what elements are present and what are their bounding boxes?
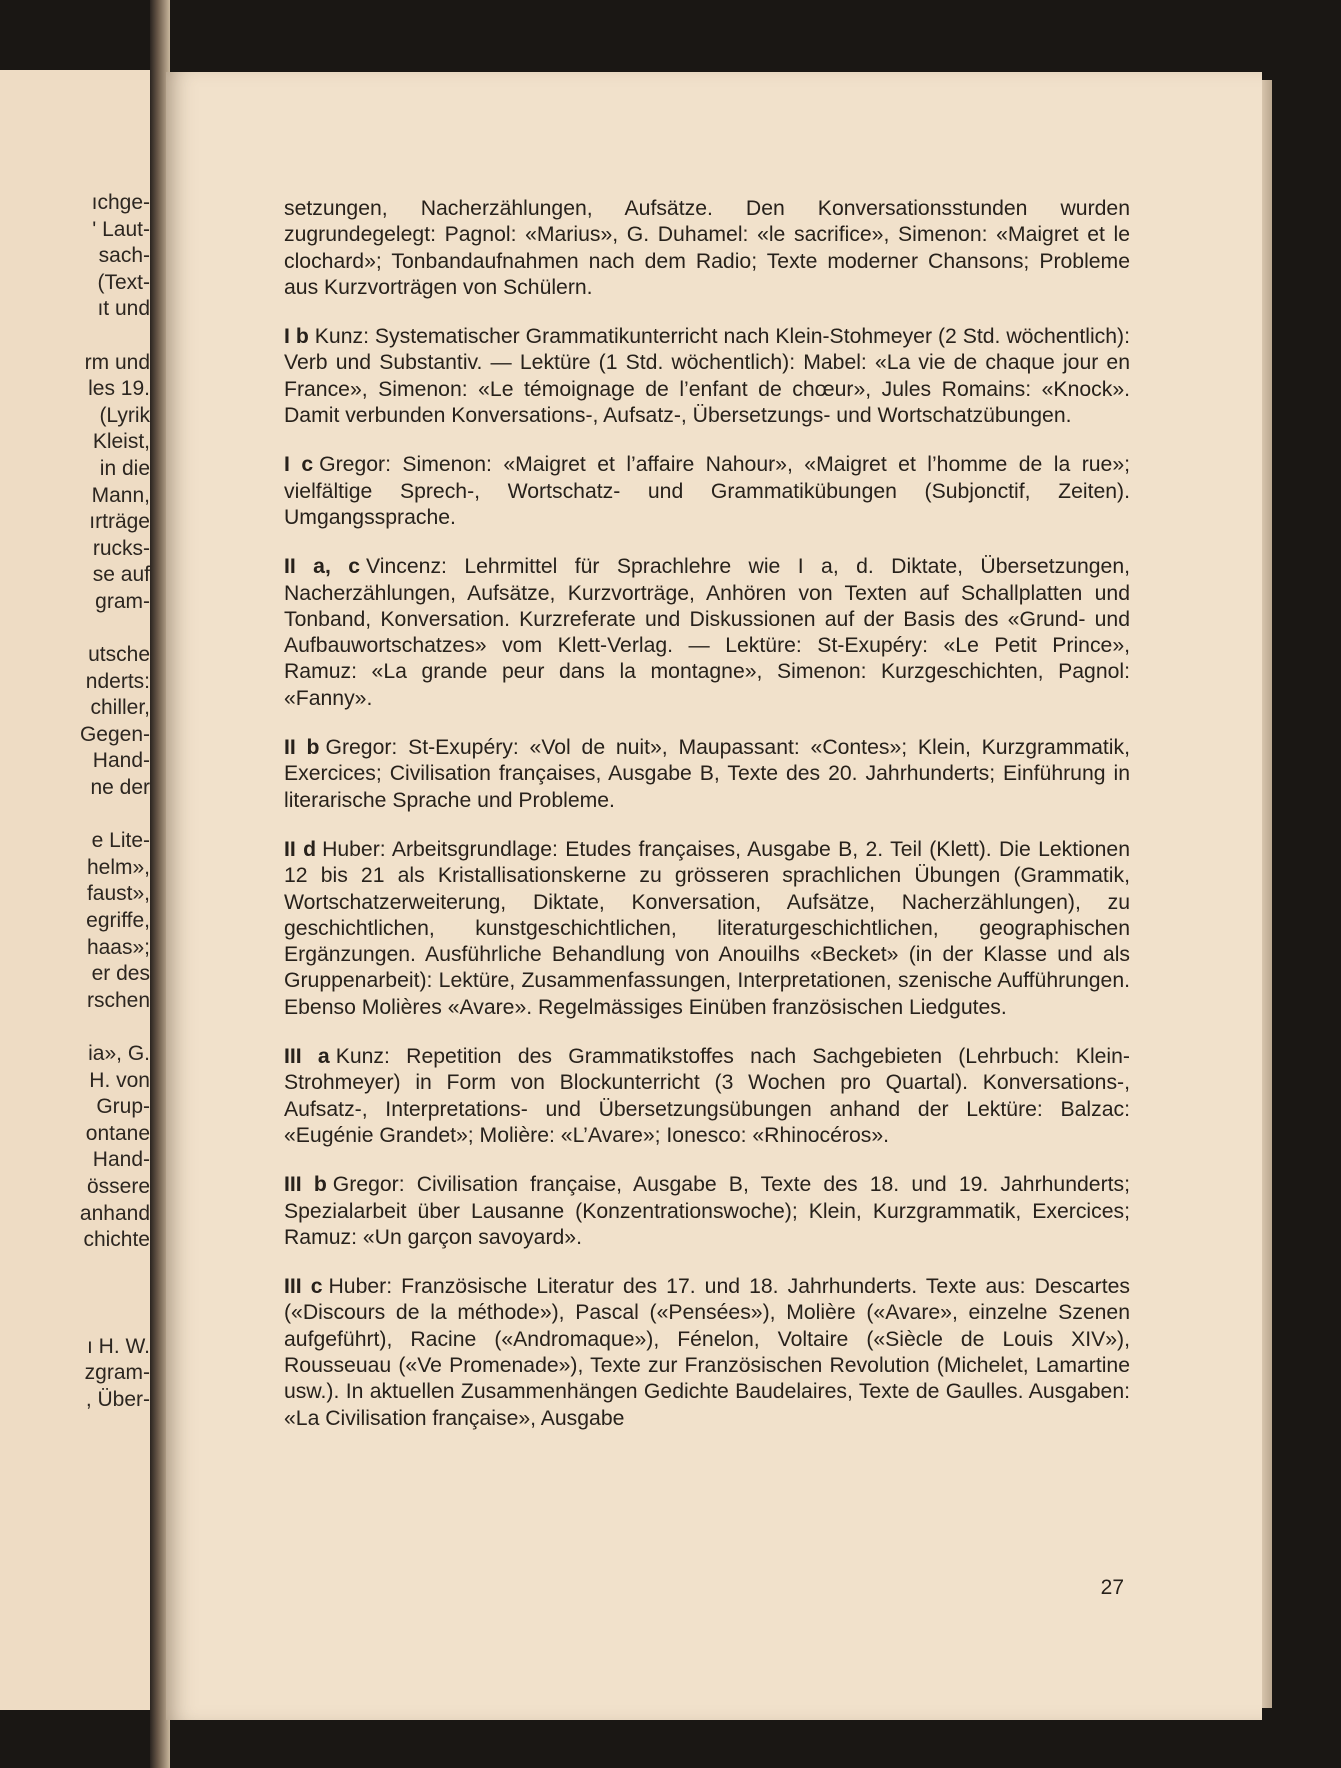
left-page-line: Hand- xyxy=(92,1148,150,1172)
left-page-line: össere xyxy=(86,1174,150,1198)
left-page-line: chichte xyxy=(83,1228,150,1252)
class-label: I b xyxy=(284,325,309,349)
left-page-line: nderts: xyxy=(85,669,150,693)
left-page-line: Grup- xyxy=(96,1095,150,1119)
left-page-line: ırträge xyxy=(89,510,150,534)
left-page-line: haas»; xyxy=(86,935,150,959)
left-page-line: rschen xyxy=(86,988,150,1012)
left-page-line: gram- xyxy=(95,589,150,613)
paragraph-text: setzungen, Nacherzählungen, Aufsätze. Den Konversationsstunden wurden zugrundegelegt: Pagnol: «Marius», G. Duhamel: «le sacrifice», Simenon: «Maigret et le clochard»; Tonbandaufnahmen nach dem Radio; Texte moderner Chansons; Probleme aus Kurzvorträgen von Schülern. xyxy=(284,197,1130,299)
left-page-line: H. von xyxy=(89,1068,150,1092)
left-page-line: chiller, xyxy=(90,696,150,720)
page-edge xyxy=(1262,80,1272,1708)
paragraph-iiia xyxy=(284,1044,1130,1149)
paragraph-text: Vincenz: Lehrmittel für Sprachlehre wie I a, d. Diktate, Übersetzungen, Nacherzählungen, Aufsätze, Kurzvorträge, Anhören von Texten auf Schallplatten und Tonband, Konversation. Kurzreferate und Diskussionen auf der Basis des «Grund- und Aufbauwortschatzes» vom Klett-Verlag. — Lektüre: St-Exupéry: «Le Petit Prince», Ramuz: «La grande peur dans la montagne», Simenon: Kurzgeschichten, Pagnol: «Fanny». xyxy=(284,555,1131,710)
left-page-line xyxy=(0,1280,150,1307)
paragraph-iia-c xyxy=(284,554,1130,712)
left-page-line: anhand xyxy=(79,1201,150,1225)
left-page-line: sach- xyxy=(98,244,150,268)
class-label: III b xyxy=(284,1173,327,1197)
left-page-line: rm und xyxy=(84,350,150,374)
left-page-line: se auf xyxy=(92,563,150,587)
class-label: III c xyxy=(284,1275,323,1299)
left-page-line: , Über- xyxy=(85,1387,150,1411)
left-page-line: Gegen- xyxy=(79,722,150,746)
paragraph-iiib xyxy=(284,1172,1130,1251)
left-page-line: faust», xyxy=(86,882,150,906)
left-page-line xyxy=(0,1254,150,1281)
left-page-line: er des xyxy=(91,962,150,986)
paragraph-iib xyxy=(284,735,1130,814)
paragraph-text: Huber: Arbeitsgrundlage: Etudes françaises, Ausgabe B, 2. Teil (Klett). Die Lektionen 12 bis 21 als Kristallisationskerne zu grösseren sprachlichen Übungen (Grammatik, Wortschatzerweiterung, Diktate, Konversation, Aufsätze, Nacherzählungen), zu geschichtlichen, kunstgeschichtlichen, literaturgeschichtlichen, geographischen Ergänzungen. Ausführliche Behandlung von Anouilhs «Becket» (in der Klasse und als Gruppenarbeit): Lektüre, Zusammenfassungen, Interpretationen, szenische Aufführungen. Ebenso Molières «Avare». Regelmässiges Einüben französischen Liedgutes. xyxy=(284,837,1131,1019)
paragraph-text: Kunz: Systematischer Grammatikunterricht nach Klein-Stohmeyer (2 Std. wöchentlich): Verb und Substantiv. — Lektüre (1 Std. wöchentlich): Mabel: «La vie de chaque jour en France», Simenon: «Le témoignage de l’enfant de chœur», Jules Romains: «Knock». Damit verbunden Konversations-, Aufsatz-, Übersetzungs- und Wortschatzübungen. xyxy=(284,325,1130,428)
page-number: 27 xyxy=(1100,1576,1124,1599)
paragraph-ib xyxy=(284,324,1130,429)
left-page-line xyxy=(0,616,150,643)
left-page-line: ıchge- xyxy=(91,191,150,214)
class-label: II b xyxy=(284,736,320,760)
left-page-line: in die xyxy=(99,456,150,480)
left-page-line xyxy=(0,323,150,350)
paragraph-text: Gregor: Simenon: «Maigret et l’affaire Nahour», «Maigret et l’homme de la rue»; vielfältige Sprech-, Wortschatz- und Grammatikübungen (Subjonctif, Zeiten). Umgangssprache. xyxy=(284,453,1130,529)
left-page-line: Kleist, xyxy=(92,430,150,454)
class-label: II a, c xyxy=(284,555,361,579)
left-page-line: egriffe, xyxy=(86,909,150,933)
left-page-line xyxy=(0,1307,150,1334)
left-page-line: Hand- xyxy=(92,749,150,773)
paragraph-ic xyxy=(284,452,1130,531)
paragraph-text: Kunz: Repetition des Grammatikstoffes nach Sachgebieten (Lehrbuch: Klein-Strohmeyer) in Form von Blockunterricht (3 Wochen pro Quartal). Konversations-, Aufsatz-, Interpretations- und Übersetzungsübungen anhand der Lektüre: Balzac: «Eugénie Grandet»; Molière: «L’Avare»; Ionesco: «Rhinocéros». xyxy=(284,1045,1130,1147)
paragraph-text: Gregor: Civilisation française, Ausgabe B, Texte des 18. und 19. Jahrhunderts; Spezialarbeit über Lausanne (Konzentrationswoche); Klein, Kurzgrammatik, Exercices; Ramuz: «Un garçon savoyard». xyxy=(284,1173,1130,1249)
left-page-line: (Lyrik xyxy=(99,403,150,427)
paragraph-intro xyxy=(284,196,1130,301)
paragraph-text: Huber: Französische Literatur des 17. und 18. Jahrhunderts. Texte aus: Descartes («Discours de la méthode»), Pascal («Pensées»), Molière («Avare», einzelne Szenen aufgeführt), Racine («Andromaque»), Fénelon, Voltaire («Siècle de Louis XIV»), Rousseuau («Ve Promenade»), Texte zur Französischen Revolution (Michelet, Lamartine usw.). In aktuellen Zusammenhängen Gedichte Baudelaires, Texte de Gaulles. Ausgaben: «La Civilisation française», Ausgabe xyxy=(284,1275,1130,1430)
left-page-line: ' Laut- xyxy=(92,217,150,241)
paragraph-iiic xyxy=(284,1274,1130,1432)
paragraph-text: Gregor: St-Exupéry: «Vol de nuit», Maupassant: «Contes»; Klein, Kurzgrammatik, Exercices; Civilisation françaises, Ausgabe B, Texte des 20. Jahrhunderts; Einführung in literarische Sprache und Probleme. xyxy=(284,736,1130,812)
left-page xyxy=(0,70,158,1710)
left-page-line: ia», G. xyxy=(88,1042,150,1065)
left-page-line xyxy=(0,1014,150,1041)
left-page-line: utsche xyxy=(88,643,150,667)
left-page-line: zgram- xyxy=(84,1361,150,1385)
left-page-line: rucks- xyxy=(92,536,150,560)
class-label: II d xyxy=(284,837,317,861)
left-page-line: ontane xyxy=(85,1121,150,1145)
left-page-line: (Text- xyxy=(97,270,150,294)
left-page-text-column xyxy=(0,190,150,1413)
class-label: I c xyxy=(284,453,314,477)
left-page-line: e Lite- xyxy=(91,829,150,853)
paragraph-iid xyxy=(284,837,1130,1021)
left-page-line: ı H. W. xyxy=(87,1334,150,1358)
left-page-line: Mann, xyxy=(91,483,150,507)
left-page-line xyxy=(0,802,150,829)
left-page-line: ne der xyxy=(90,776,150,800)
left-page-line: ıt und xyxy=(97,297,150,321)
left-page-line: helm», xyxy=(86,855,150,879)
class-label: III a xyxy=(284,1045,330,1069)
left-page-line: les 19. xyxy=(88,377,150,401)
page-content xyxy=(284,196,1130,1455)
